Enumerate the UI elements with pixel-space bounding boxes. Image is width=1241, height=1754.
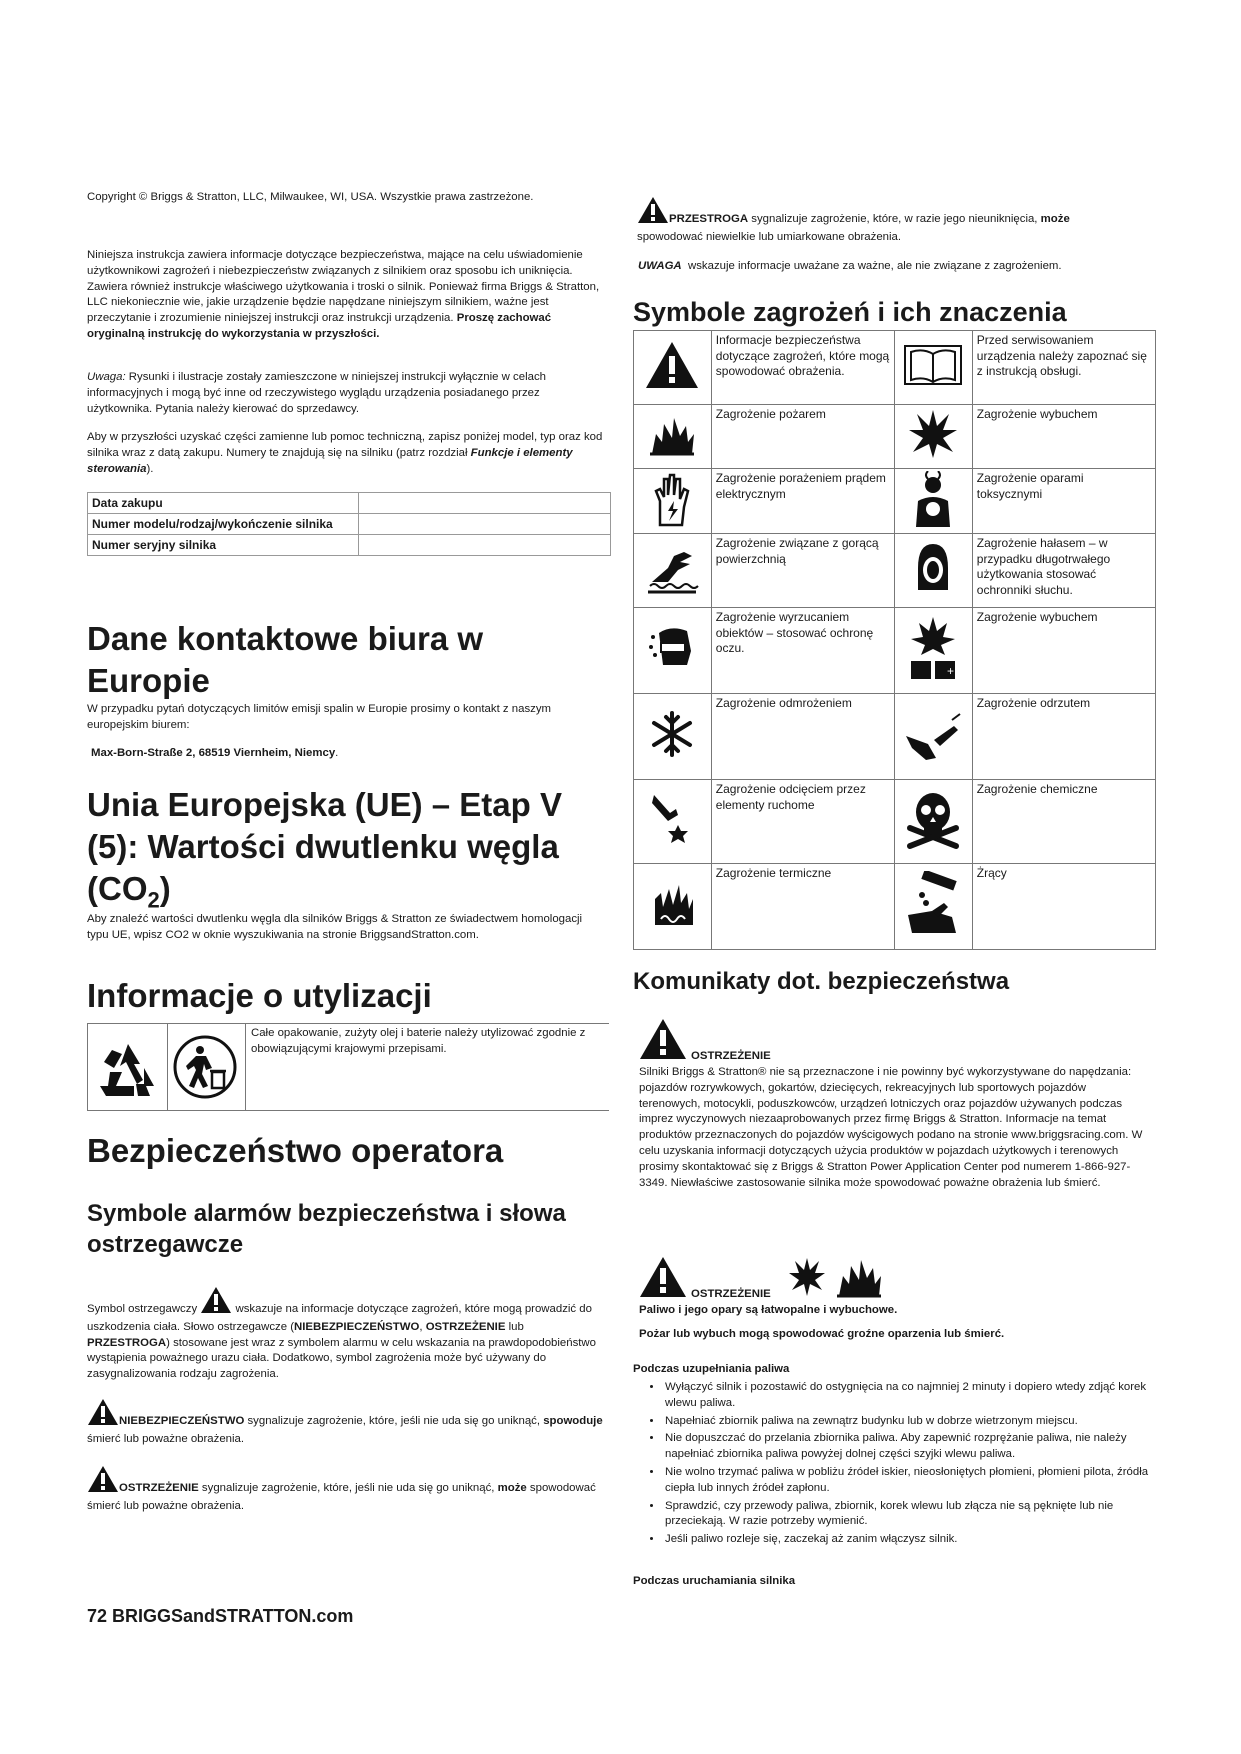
alarm-paragraph: Symbol ostrzegawczy wskazuje na informacje dotyczące zagrożeń, które mogą prowadzić do uszkodzenia ciała. Słowo ostrzegawcze (NIEBEZPIECZEŃSTWO, OSTRZEŻENIE lub PRZESTROGA) stosowane jest wraz z symbolem alarmu w celu wskazania na prawdopodobieństwo wystąpienia poważnego urazu ciała. Dodatkowo, symbol zagrożenia może być używany do zasygnalizowania rodzaju zagrożenia. [87,1286,609,1383]
table-row [634,469,1156,534]
moving-parts-icon [634,780,712,864]
symbol-text: Zagrożenie odrzutem [972,694,1155,780]
warning-text: Silniki Briggs & Stratton® nie są przeznaczone i nie powinny być wykorzystywane do napędzania: pojazdów rozrywkowych, gokartów, dziecięcych, rekreacyjnych lub sportowych pojazdów terenowych, motocykli, poduszkowców, urządzeń lotniczych oraz pojazdów używanych podczas imprez wyczynowych niezaaprobowanych przez firmę Briggs & Stratton. Informacje na temat produktów przeznaczonych do pojazdów wyścigowych podano na stronie www.briggsracing.com. W celu uzyskania informacji dotyczących użycia produktów w pojazdach użytkowych i terenowych prosimy skontaktować się z Briggs & Stratton Power Application Center pod numerem 1-866-927-3349. Niewłaściwe zastosowanie silnika może spowodować poważne obrażenia lub śmierć. [639,1066,1143,1189]
table-row [634,780,1156,864]
symbol-text: Zagrożenie wyrzucaniem obiektów – stosować ochronę oczu. [711,608,894,694]
operator-safety-heading: Bezpieczeństwo operatora [87,1132,504,1169]
table-row [88,514,611,535]
safety-alert-icon [639,1256,687,1303]
safety-alert-icon [639,1018,687,1065]
page-footer: 72 BRIGGSandSTRATTON.com [87,1606,354,1626]
kickback-icon [894,694,972,780]
symbol-text: Zagrożenie chemiczne [972,780,1155,864]
symbol-text: Zagrożenie porażeniem prądem elektrycznym [711,469,894,534]
recycle-icon [87,1024,168,1110]
caution-paragraph: PRZESTROGA sygnalizuje zagrożenie, które, w razie jego nieuniknięcia, może spowodować niewielkie lub umiarkowane obrażenia. [637,196,1137,246]
thermal-burn-icon [634,864,712,950]
table-row [88,535,611,556]
table-row [634,405,1156,469]
serial-number-field[interactable] [359,535,611,556]
danger-paragraph: NIEBEZPIECZEŃSTWO sygnalizuje zagrożenie, które, jeśli nie uda się go uniknąć, spowoduje śmierć lub poważne obrażenia. [87,1398,609,1448]
table-row [634,534,1156,608]
eye-protection-icon [634,608,712,694]
symbol-text: Zagrożenie odmrożeniem [711,694,894,780]
eu-co2-text: Aby znaleźć wartości dwutlenku węgla dla silników Briggs & Stratton ze świadectwem homologacji typu UE, wpisz CO2 w oknie wyszukiwania na stronie BriggsandStratton.com. [87,913,583,941]
contact-address: Max-Born-Straße 2, 68519 Viernheim, Niemcy. [91,747,339,759]
list-item: • Sprawdzić, czy przewody paliwa, zbiornik, korek wlewu lub złącza nie są pęknięte lub nie przeciekają. W razie potrzeby wymienić. [663,1499,1163,1531]
safety-alert-icon [637,196,669,230]
purchase-date-label: Data zakupu [88,493,359,514]
explosion-icon [894,405,972,469]
frostbite-icon [634,694,712,780]
controls-link[interactable]: Funkcje i elementy sterowania [87,446,573,475]
symbol-text: Zagrożenie hałasem – w przypadku długotrwałego użytkowania stosować ochronniki słuchu. [972,534,1155,608]
note-paragraph: Uwaga: Rysunki i ilustracje zostały zamieszczone w niniejszej instrukcji wyłącznie w celach informacyjnych i mogą być inne od rzeczywistego wyglądu urządzenia posiadanego przez użytkownika. Pytania należy kierować do sprzedawcy. [87,371,546,415]
safety-messages-heading: Komunikaty dot. bezpieczeństwa [633,968,1010,995]
symbol-text: Zagrożenie oparami toksycznymi [972,469,1155,534]
symbol-text: Zagrożenie termiczne [711,864,894,950]
safety-alert-icon [634,331,712,405]
symbol-text: Zagrożenie wybuchem [972,608,1155,694]
hazard-symbols-table [633,330,1156,950]
warning-block-1 [639,1018,1149,1191]
model-number-label: Numer modelu/rodzaj/wykończenie silnika [88,514,359,535]
alarm-symbols-heading: Symbole alarmów bezpieczeństwa i słowa ostrzegawcze [87,1200,566,1258]
parts-paragraph: Aby w przyszłości uzyskać części zamienne lub pomoc techniczną, zapisz poniżej model, typ oraz kod silnika wraz z datą zakupu. Numery te znajdują się na silniku (patrz rozdział Funkcje i elementy sterowania). [87,431,603,475]
purchase-date-field[interactable] [359,493,611,514]
skull-crossbones-icon [894,780,972,864]
table-row [88,493,611,514]
safety-alert-icon [200,1286,232,1320]
table-row [634,694,1156,780]
warning-label: OSTRZEŻENIE [691,1050,771,1063]
battery-explosion-icon [894,608,972,694]
refuel-heading: Podczas uzupełniania paliwa [633,1363,790,1375]
refuel-list [633,1380,1163,1550]
svg-text:+: + [947,664,955,679]
warning-block-2 [639,1254,1149,1343]
notice-paragraph: UWAGA wskazuje informacje uważane za ważne, ale nie związane z zagrożeniem. [638,260,1062,272]
safety-alert-icon [87,1465,119,1499]
list-item: • Wyłączyć silnik i pozostawić do ostygnięcia na co najmniej 2 minuty i dopiero wtedy zdjąć korek wlewu paliwa. [663,1380,1163,1412]
tidy-man-icon [166,1024,246,1110]
contact-heading: Dane kontaktowe biura w Europie [87,620,484,699]
symbols-heading: Symbole zagrożeń i ich znaczenia [633,297,1067,327]
symbol-text: Zagrożenie związane z gorącą powierzchnią [711,534,894,608]
table-row [634,608,1156,694]
copyright-text: Copyright © Briggs & Stratton, LLC, Milwaukee, WI, USA. Wszystkie prawa zastrzeżone. [87,191,534,203]
list-item: • Jeśli paliwo rozleje się, zaczekaj aż zanim włączysz silnik. [663,1532,1163,1548]
warning-paragraph: OSTRZEŻENIE sygnalizuje zagrożenie, które, jeśli nie uda się go uniknąć, może spowodować śmierć lub poważne obrażenia. [87,1465,609,1515]
ear-protection-icon [894,534,972,608]
fire-icon [634,405,712,469]
symbol-text: Zagrożenie wybuchem [972,405,1155,469]
disposal-box [87,1023,609,1111]
fuel-fire-text: Pożar lub wybuch mogą spowodować groźne oparzenia lub śmierć. [639,1327,1005,1340]
model-number-field[interactable] [359,514,611,535]
fire-icon [833,1254,885,1303]
warning-label: OSTRZEŻENIE [691,1288,771,1301]
list-item: • Napełniać zbiornik paliwa na zewnątrz budynku lub w dobrze wietrzonym miejscu. [663,1414,1163,1430]
symbol-text: Zagrożenie pożarem [711,405,894,469]
engine-info-table [87,492,611,556]
toxic-fumes-icon [894,469,972,534]
serial-number-label: Numer seryjny silnika [88,535,359,556]
fuel-flammable-text: Paliwo i jego opary są łatwopalne i wybuchowe. [639,1304,898,1316]
symbol-text: Informacje bezpieczeństwa dotyczące zagrożeń, które mogą spowodować obrażenia. [711,331,894,405]
intro-paragraph: Niniejsza instrukcja zawiera informacje dotyczące bezpieczeństwa, mające na celu uświadomienie użytkownikowi zagrożeń i niebezpieczeństw związanych z silnikiem oraz sposobu ich uniknięcia. Zawiera również instrukcje właściwego użytkowania i troski o silnik. Ponieważ firma Briggs & Stratton, LLC niekoniecznie wie, jakie urządzenie będzie napędzane niniejszym silnikiem, ważne jest przeczytanie i zrozumienie niniejszej instrukcji oraz instrukcji urządzenia. Proszę zachować oryginalną instrukcję do wykorzystania w przyszłości. [87,249,600,340]
corrosive-icon [894,864,972,950]
table-row [634,864,1156,950]
symbol-text: Żrący [972,864,1155,950]
symbol-text: Zagrożenie odcięciem przez elementy ruchome [711,780,894,864]
disposal-heading: Informacje o utylizacji [87,977,432,1014]
hot-surface-icon [634,534,712,608]
manual-book-icon [894,331,972,405]
contact-text: W przypadku pytań dotyczących limitów emisji spalin w Europie prosimy o kontakt z naszym europejskim biurem: [87,703,552,731]
list-item: • Nie dopuszczać do przelania zbiornika paliwa. Aby zapewnić rozprężanie paliwa, nie należy napełniać zbiornika paliwa powyżej dolnej części szyjki wlewu paliwa. [663,1431,1163,1463]
safety-alert-icon [87,1398,119,1432]
disposal-text: Całe opakowanie, zużyty olej i baterie należy utylizować zgodnie z obowiązującymi krajowymi przepisami. [251,1027,586,1055]
table-row [634,331,1156,405]
electric-shock-icon [634,469,712,534]
symbol-text: Przed serwisowaniem urządzenia należy zapoznać się z instrukcją obsługi. [972,331,1155,405]
list-item: • Nie wolno trzymać paliwa w pobliżu źródeł iskier, nieosłoniętych płomieni, płomieni pilota, źródła ciepła lub innych źródeł zapłonu. [663,1465,1163,1497]
eu-co2-heading: Unia Europejska (UE) – Etap V (5): Wartości dwutlenku węgla $(CO_2)$ [87,786,562,913]
start-heading: Podczas uruchamiania silnika [633,1575,796,1587]
explosion-icon [787,1256,827,1303]
